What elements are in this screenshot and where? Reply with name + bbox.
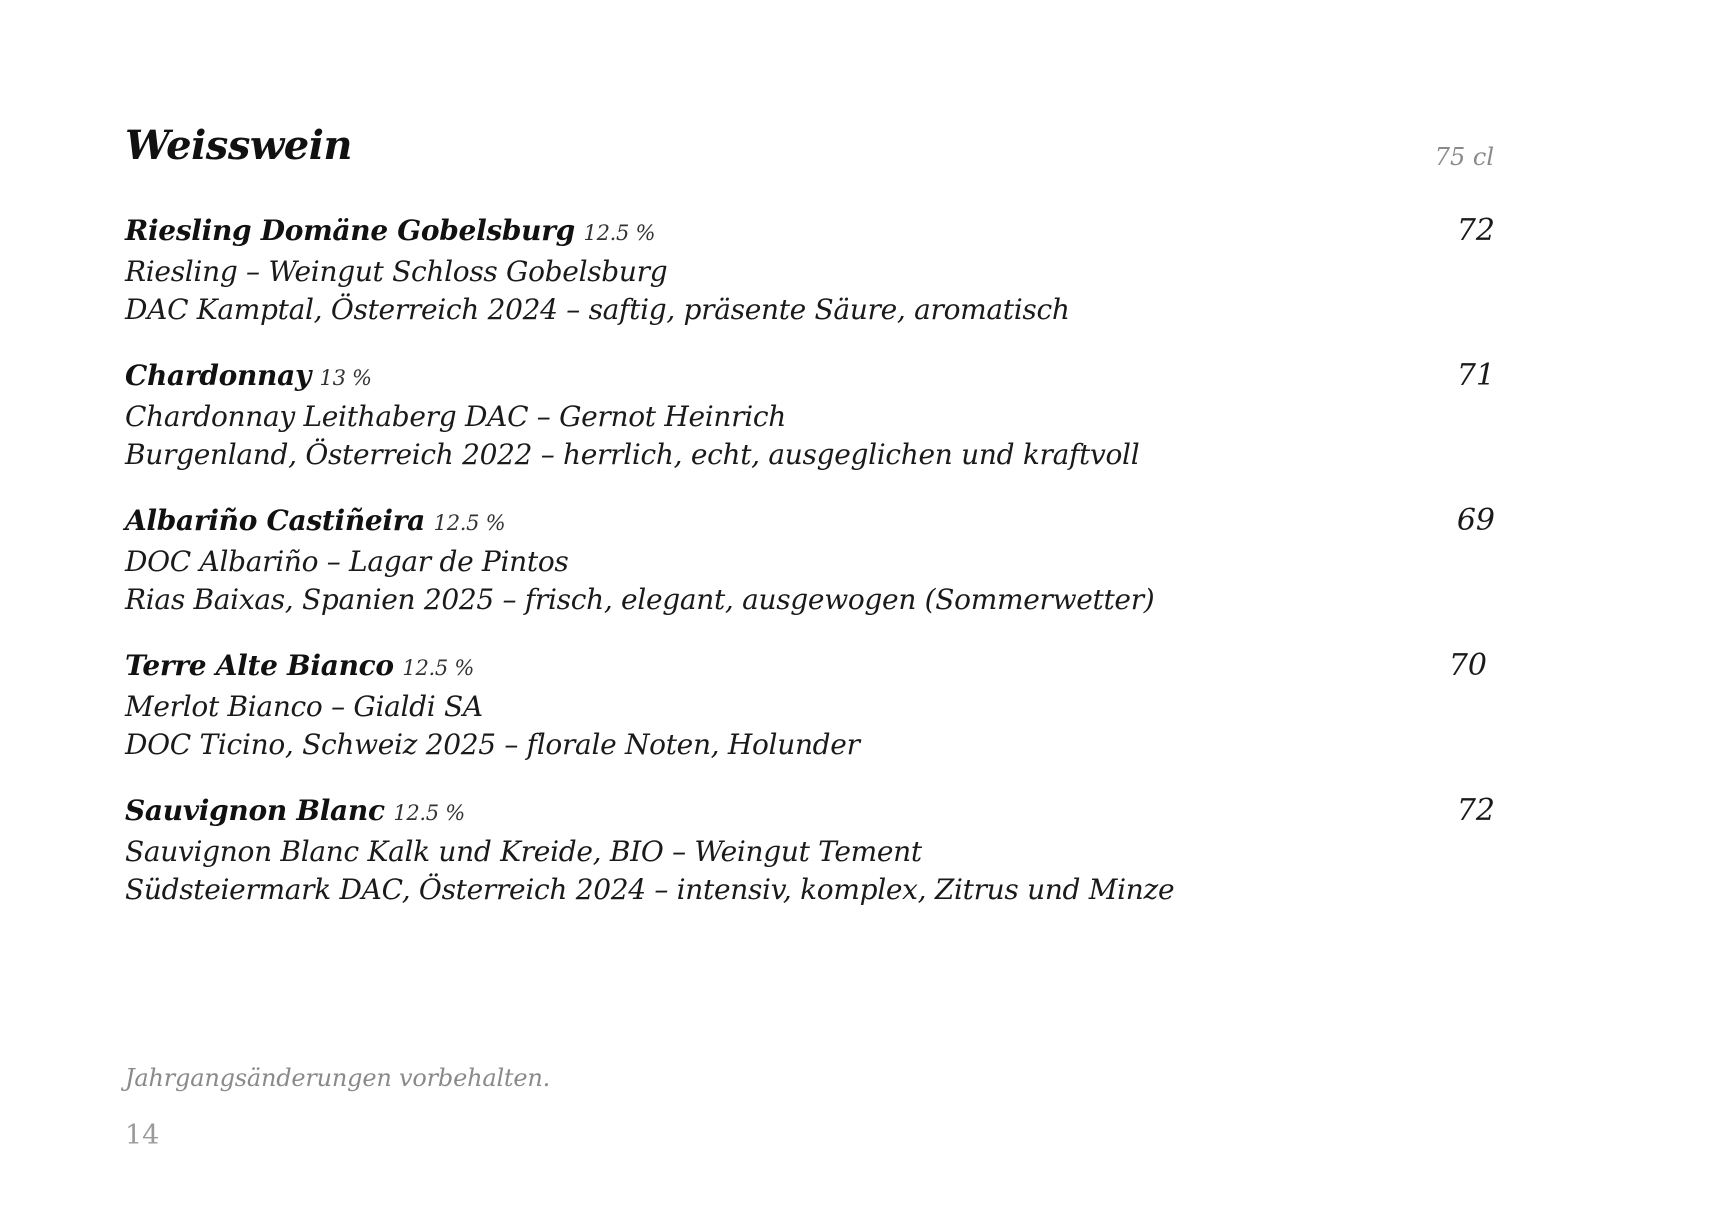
wine-price: 70 (1448, 648, 1487, 683)
wine-title-line (125, 792, 1495, 833)
wine-abv: 12.5 % (433, 511, 506, 535)
wine-name: Sauvignon Blanc (125, 794, 385, 827)
wine-item (125, 647, 1495, 792)
wine-producer: Sauvignon Blanc Kalk und Kreide, BIO – Weingut Tement (125, 834, 922, 868)
wine-name: Riesling Domäne Gobelsburg (125, 214, 575, 247)
wine-item (125, 357, 1495, 502)
wine-origin-description: DOC Ticino, Schweiz 2025 – florale Noten, Holunder (125, 728, 860, 761)
wine-producer: Chardonnay Leithaberg DAC – Gernot Heinrich (125, 399, 786, 433)
wine-title-line (125, 647, 1495, 688)
wine-producer: Merlot Bianco – Gialdi SA (125, 689, 483, 723)
wine-origin-description: Südsteiermark DAC, Österreich 2024 – intensiv, komplex, Zitrus und Minze (125, 873, 1175, 906)
wine-abv: 13 % (319, 366, 372, 390)
wine-name: Albariño Castiñeira (125, 504, 426, 537)
wine-title-line (125, 212, 1495, 253)
wine-title-line (125, 502, 1495, 543)
bottle-volume-label: 75 cl (1434, 143, 1494, 171)
wine-price: 72 (1456, 213, 1495, 248)
page-number: 14 (125, 1120, 160, 1151)
wine-producer: Riesling – Weingut Schloss Gobelsburg (125, 254, 668, 288)
wine-item (125, 792, 1495, 937)
wine-name: Terre Alte Bianco (125, 649, 394, 682)
wine-item (125, 212, 1495, 357)
wine-abv: 12.5 % (402, 656, 474, 680)
wine-title-line (125, 357, 1495, 398)
wine-origin-description: DAC Kamptal, Österreich 2024 – saftig, präsente Säure, aromatisch (125, 293, 1070, 326)
wine-price: 71 (1456, 358, 1495, 393)
wine-origin-description: Rias Baixas, Spanien 2025 – frisch, elegant, ausgewogen (Sommerwetter) (125, 583, 1155, 616)
wine-abv: 12.5 % (393, 801, 465, 825)
wine-producer: DOC Albariño – Lagar de Pintos (125, 544, 569, 578)
wine-price: 72 (1456, 793, 1495, 828)
wine-price: 69 (1456, 503, 1495, 538)
wine-name: Chardonnay (125, 359, 311, 392)
wine-abv: 12.5 % (583, 221, 656, 245)
wine-list (125, 212, 1495, 937)
section-title: Weisswein (125, 122, 353, 169)
vintage-disclaimer: Jahrgangsänderungen vorbehalten. (125, 1064, 551, 1092)
wine-origin-description: Burgenland, Österreich 2022 – herrlich, echt, ausgeglichen und kraftvoll (125, 438, 1140, 471)
wine-item (125, 502, 1495, 647)
